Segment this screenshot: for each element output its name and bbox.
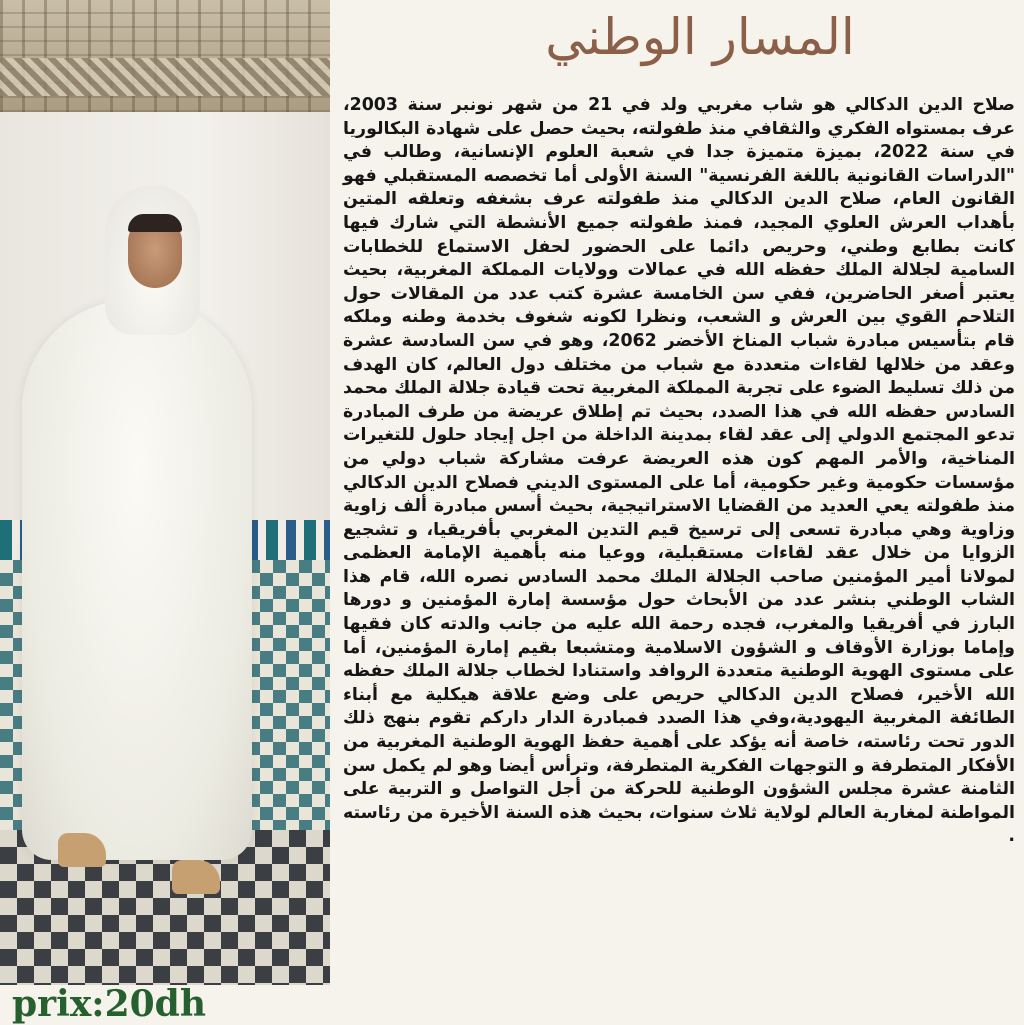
right-babouche	[172, 860, 220, 894]
price-label: prix:20dh	[12, 983, 207, 1025]
page-title: المسار الوطني	[545, 8, 855, 66]
biography-text: صلاح الدين الدكالي هو شاب مغربي ولد في 21 من شهر نونبر سنة 2003، عرف بمستواه الفكري والثقافي منذ طفولته، بحيث حصل على شهادة البكالوريا في سنة 2022، بميزة متميزة جدا في شعبة العلوم الإنسانية، وطالب في "الدراسات القانونية باللغة الفرنسية" السنة الأولى أما تخصصه المستقبلي فهو القانون العام، صلاح الدين الدكالي منذ طفولته عرف بشغفه وتعلقه المتين بأهداب العرش العلوي المجيد، فمنذ طفولته جميع الأنشطة التي شارك فيها كانت بطابع وطني، وحريص دائما على الحضور لحفل الاستماع للخطابات السامية لجلالة الملك حفظه الله في عمالات وولايات المملكة المغربية، بحيث يعتبر أصغر الحاضرين، ففي سن الخامسة عشرة كتب عدد من المقالات حول التلاحم القوي بين العرش و الشعب، ونظرا لكونه شغوف بخدمة وطنه وملكه قام بتأسيس مبادرة شباب المناخ الأخضر 2062، وهو في سن السادسة عشرة وعقد من خلالها لقاءات متعددة مع شباب من مختلف دول العالم، كان الهدف من ذلك تسليط الضوء على تجربة المملكة المغربية تحت قيادة جلالة الملك محمد السادس حفظه الله في هذا الصدد، بحيث تم إطلاق عريضة من طرف المبادرة تدعو المجتمع الدولي إلى عقد لقاء بمدينة الداخلة من اجل إيجاد حلول للتغيرات المناخية، والأمر المهم كون هذه العريضة عرفت مشاركة شباب دولي من مؤسسات حكومية وغير حكومية، أما على المستوى الديني فصلاح الدين الدكالي منذ طفولته يعي العديد من القضايا الاستراتيجية، بحيث أسس مبادرة ألف زاوية وزاوية وهي مبادرة تسعى إلى ترسيخ قيم التدين المغربي بأفريقيا، و تشجيع الزوايا من خلال عقد لقاءات مستقبلية، ووعيا منه بأهمية الإمامة العظمى لمولانا أمير المؤمنين صاحب الجلالة الملك محمد السادس نصره الله، قام هذا الشاب الوطني بنشر عدد من الأبحاث حول مؤسسة إمارة المؤمنين و دورها البارز في أفريقيا والمغرب، فجده رحمة الله عليه من جانب والدته كان فقيها وإماما بوزارة الأوقاف و الشؤون الاسلامية ومتشبعا بقيم إمارة المؤمنين، أما على مستوى الهوية الوطنية متعددة الروافد واستنادا لخطاب جلالة الملك حفظه الله الأخير، فصلاح الدين الدكالي حريص على وضع علاقة هيكلية مع أبناء الطائفة المغربية اليهودية،وفي هذا الصدد فمبادرة الدار داركم تقوم بنهج ذلك الدور تحت رئاسته، خاصة أنه يؤكد على أهمية حفظ الهوية الوطنية المغربية من الأفكار المتطرفة و التوجهات الفكرية المتطرفة، وترأس أيضا وهو لم يكمل سن الثامنة عشرة مجلس الشؤون الوطنية للحركة من أجل التواصل و التربية على المواطنة لمغاربة العالم لولاية ثلاث سنوات، بحيث هذه السنة الأخيرة من رئاسته .	[343, 95, 1015, 847]
portrait-photo	[0, 0, 330, 985]
white-djellaba	[22, 300, 252, 860]
left-babouche	[58, 833, 106, 867]
ceiling-ornament-band	[0, 58, 330, 96]
hair	[128, 214, 182, 232]
